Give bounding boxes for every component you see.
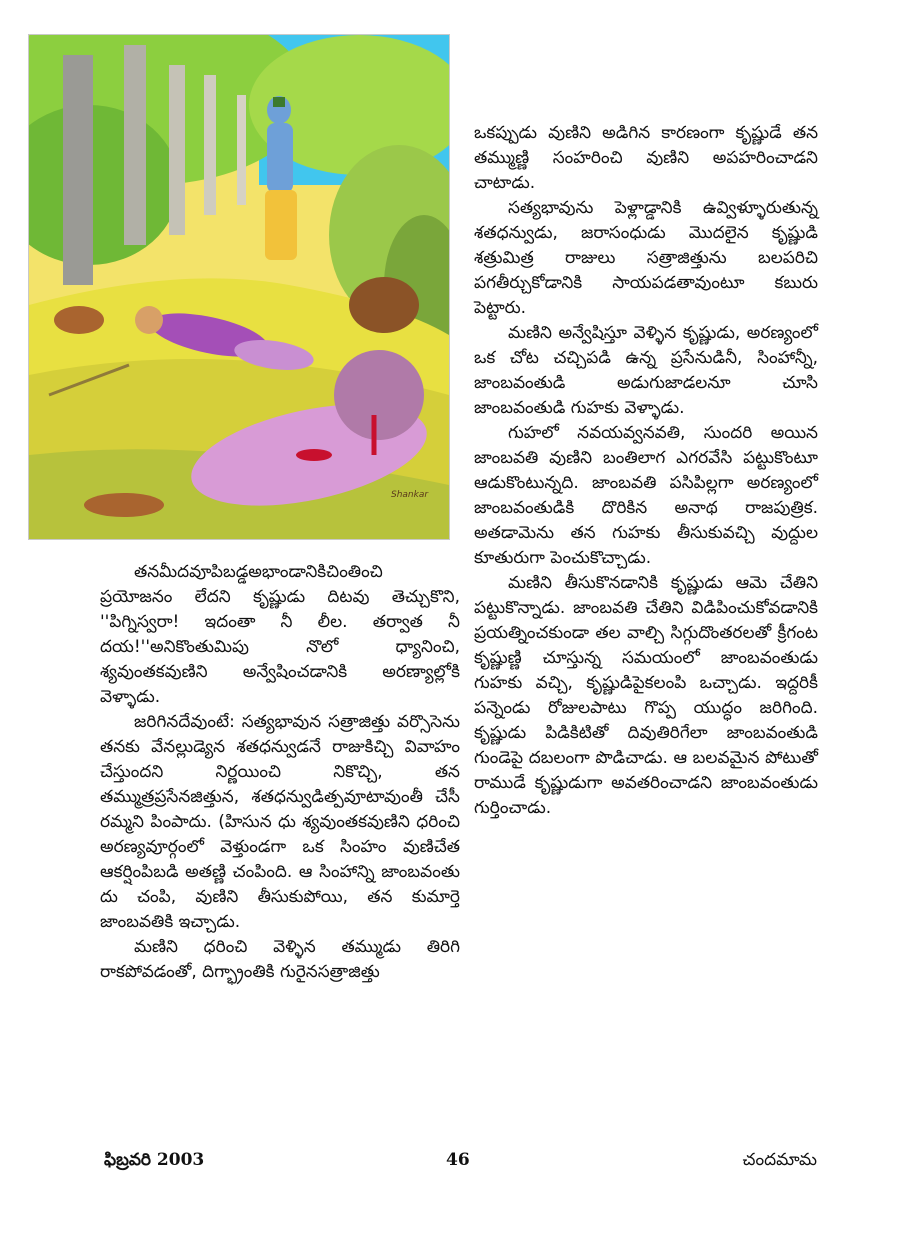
left-column (100, 560, 460, 985)
issue-date: ఫిబ్రవరి 2003 (104, 1150, 205, 1170)
paragraph: జరిగినదేవుంటే: సత్యభావున సత్రాజిత్తు వర్సొసెను తనకు వేనల్లుడ్యెన శతధన్వుడనే రాజుకిచ్చి వివాహం చేస్తుందని నిర్ణయించి నికొచ్చి, తన తమ్ముత్రప్రసేనజిత్తున, శతధన్వుడిత్పవూటావుంతీ చేసీ రమ్మని పింపాదు. (హిసున ధు శ్యవుంతకవుణిని ధరించి అరణ్యవూర్గంలో వెళ్తుండగా ఒక సింహం వుణిచేత ఆకర్షింపిబడి అతణ్ణి చంపింది. ఆ సింహాన్ని జాంబవంతు దు చంపి, వుణిని తీసుకుపోయి, తన కుమార్తె జాంబవతికి ఇచ్చాడు. (100, 712, 460, 932)
paragraph: మణిని అన్వేషిస్తూ వెళ్ళిన కృష్ణుడు, అరణ్యంలో ఒక చోట చచ్చిపడి ఉన్న ప్రసేనుడినీ, సింహాన్నీ, జాంబవంతుడి అడుగుజాడలనూ చూసి జాంబవంతుడి గుహకు వెళ్ళాడు. (474, 323, 818, 418)
right-column (474, 121, 818, 821)
paragraph: ఒకప్పుడు వుణిని అడిగిన కారణంగా కృష్ణుడే తన తమ్ముణ్ణి సంహరించి వుణిని అపహరించాడని చాటాడు. (474, 123, 818, 193)
illustration-scene (29, 35, 449, 539)
page-number: 46 (446, 1150, 470, 1170)
paragraph: సత్యభావును పెళ్లాడ్డానికి ఉవ్విళ్ళూరుతున్న శతధన్వుడు, జరాసంధుడు మొదలైన కృష్ణుడి శత్రుమిత్ర రాజులు సత్రాజిత్తును బలపరిచి పగతీర్చుకోడానికి సాయపడతావుంటూ కబురు పెట్టారు. (474, 198, 818, 318)
paragraph: తనమీదవూపిబడ్డఅభాండానికిచింతించి ప్రయోజనం లేదని కృష్ణుడు దిటవు తెచ్చుకొని, ''పిగ్నిస్వరా! ఇదంతా నీ లీల. తర్వాత నీ దయ!''అనికొంతుమిపు నొలో ధ్యానించి, శ్యవుంతకవుణిని అన్వేషించడానికి అరణ్యాల్లోకి వెళ్ళాడు. (100, 562, 460, 707)
magazine-name: చందమామ (742, 1150, 817, 1170)
paragraph: మణిని తీసుకొనడానికి కృష్ణుడు ఆమె చేతిని పట్టుకొన్నాడు. జాంబవతి చేతిని విడిపించుకోవడానికి ప్రయత్నించకుండా తల వాల్చి సిగ్గుదొంతరలతో క్రీగంట కృష్ణుణ్ణి చూస్తున్న సమయంలో జాంబవంతుడు గుహకు వచ్చి, కృష్ణుడిపైకలంపి ఒచ్చాడు. ఇద్దరికీ పన్నెండు రోజులపాటు గొప్ప యుద్ధం జరిగింది. కృష్ణుడు పిడికిటితో దివుతిరిగేలా జాంబవంతుడి గుండెపై దబలంగా పొడిచాడు. ఆ బలవమైన పోటుతో రాముడే కృష్ణుడుగా అవతరించాడని జాంబవంతుడు గుర్తించాడు. (474, 573, 818, 818)
page-footer (0, 1150, 919, 1174)
paragraph: మణిని ధరించి వెళ్ళిన తమ్ముడు తిరిగి రాకపోవడంతో, దిగ్భ్రాంతికి గురైనసత్రాజిత్తు (100, 937, 460, 982)
paragraph: గుహలో నవయవ్వనవతి, సుందరి అయిన జాంబవతి వుణిని బంతిలాగ ఎగరవేసి పట్టుకొంటూ ఆడుకొంటున్నది. జాంబవతి పసిపిల్లగా అరణ్యంలో జాంబవంతుడికి దొరికిన అనాథ రాజపుత్రిక. అతడామెను తన గుహకు తీసుకువచ్చి వుద్దుల కూతురుగా పెంచుకొచ్చాడు. (474, 423, 818, 568)
story-illustration (28, 34, 450, 540)
artist-signature: Shankar (391, 490, 429, 500)
